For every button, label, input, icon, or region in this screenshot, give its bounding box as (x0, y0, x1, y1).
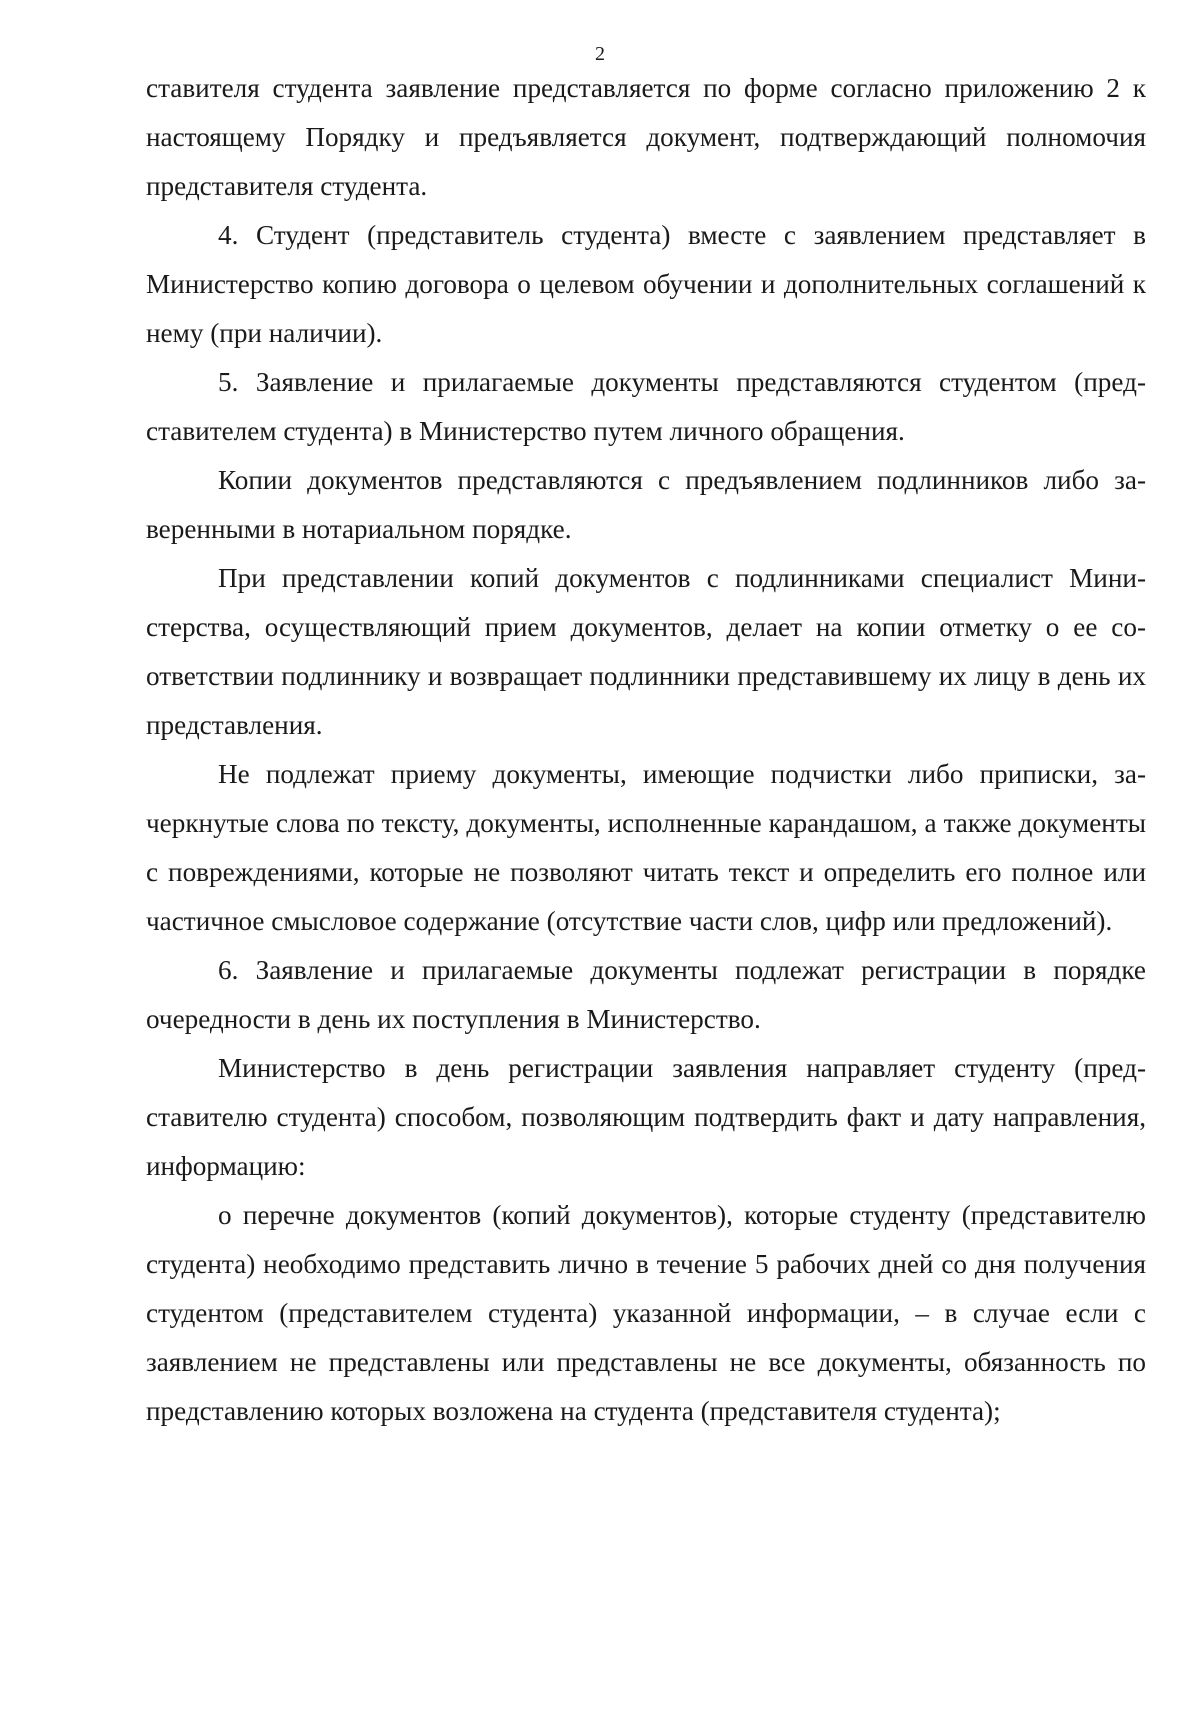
paragraph-verification: При представлении копий документов с подлинниками специалист Министерства, осуществляющий прием документов, делает на копии отметку о ее соответствии подлиннику и возвращает подлинники представившему их лицу в день их представления. (146, 563, 1146, 740)
paragraph-copies: Копии документов представляются с предъявлением подлинников либо заверенными в нотариальном порядке. (146, 465, 1146, 544)
page-number: 2 (595, 43, 605, 65)
paragraph-item-4: 4. Студент (представитель студента) вместе с заявлением представляет в Министерство копию договора о целевом обучении и дополнительных соглашений к нему (при наличии). (146, 220, 1146, 348)
paragraph-rejection: Не подлежат приему документы, имеющие подчистки либо приписки, зачеркнутые слова по тексту, документы, исполненные карандашом, а также документы с повреждениями, которые не позволяют читать текст и определить его полное или частичное смысловое содержание (отсутствие части слов, цифр или предложений). (146, 759, 1146, 936)
paragraph-continued: ставителя студента заявление представляется по форме согласно приложению 2 к настоящему Порядку и предъявляется документ, подтверждающий полномочия представителя студента. (146, 73, 1146, 201)
paragraph-item-6: 6. Заявление и прилагаемые документы подлежат регистрации в порядке очередности в день их поступления в Министерство. (146, 955, 1146, 1034)
document-body (146, 64, 1146, 1436)
paragraph-documents-list: о перечне документов (копий документов), которые студенту (представителю студента) необходимо представить лично в течение 5 рабочих дней со дня получения студентом (представителем студента) указанной информации, – в случае если с заявлением не представлены или представлены не все документы, обязанность по представлению которых возложена на студента (представителя студента); (146, 1200, 1146, 1426)
paragraph-notification: Министерство в день регистрации заявления направляет студенту (представителю студента) способом, позволяющим подтвердить факт и дату направления, информацию: (146, 1053, 1146, 1181)
paragraph-item-5: 5. Заявление и прилагаемые документы представляются студентом (представителем студента) в Министерство путем личного обращения. (146, 367, 1146, 446)
